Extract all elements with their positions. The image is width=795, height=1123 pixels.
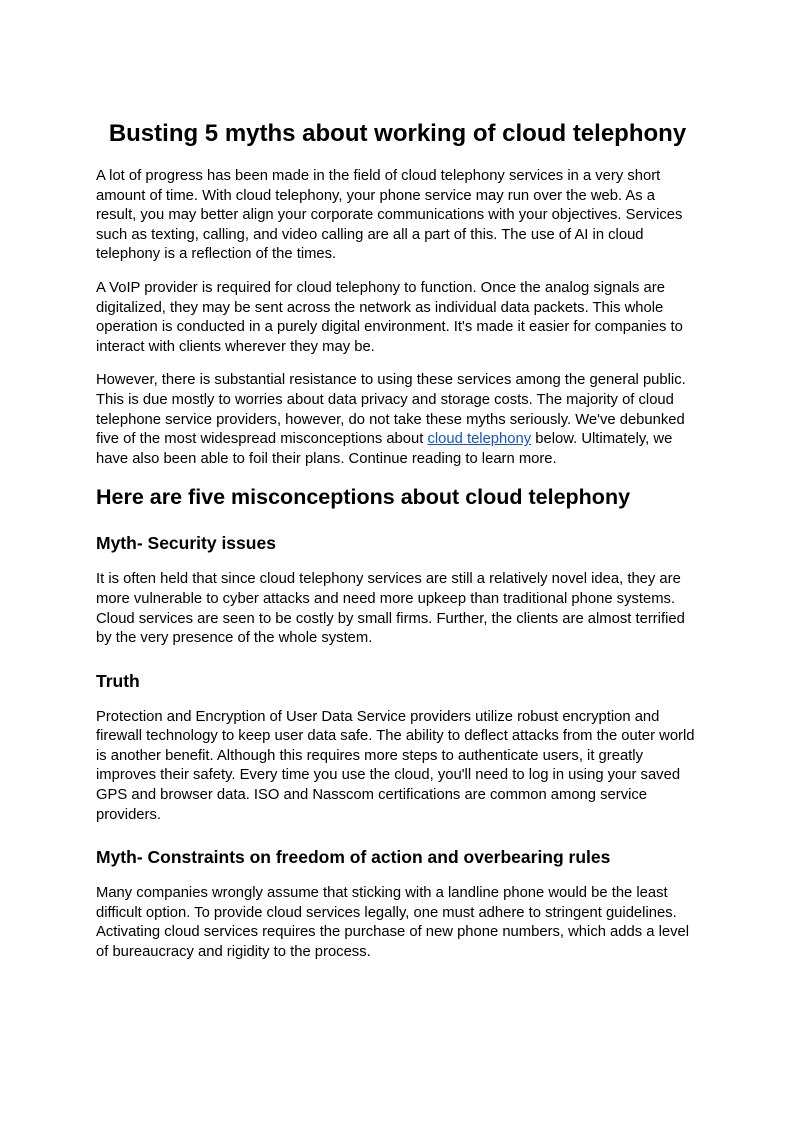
intro-paragraph-3-text-after: below. Ultimately, we have also been able to foil their plans. Continue reading to learn more.: [96, 431, 673, 467]
subsection-heading-myth-security: Myth- Security issues: [96, 533, 276, 554]
document-title: Busting 5 myths about working of cloud telephony: [108, 120, 687, 147]
cloud-telephony-link[interactable]: cloud telephony: [427, 431, 532, 448]
section-paragraph-truth: Protection and Encryption of User Data Service providers utilize robust encryption and firewall technology to keep user data safe. The ability to deflect attacks from the outer world is another benefit. Although this requires more steps to authenticate users, it greatly improves their safety. Every time you use the cloud, you'll need to log in using your saved GPS and browser data. ISO and Nasscom certifications are common among service providers.: [96, 708, 695, 823]
subsection-heading-myth-constraints: Myth- Constraints on freedom of action and overbearing rules: [96, 847, 611, 868]
intro-paragraph-2: A VoIP provider is required for cloud telephony to function. Once the analog signals are digitalized, they may be sent across the network as individual data packets. This whole operation is conducted in a purely digital environment. It's made it easier for companies to interact with clients wherever they may be.: [96, 279, 683, 355]
section-paragraph-myth-constraints: Many companies wrongly assume that sticking with a landline phone would be the least difficult option. To provide cloud services legally, one must adhere to stringent guidelines. Activating cloud services requires the purchase of new phone numbers, which adds a level of bureaucracy and rigidity to the process.: [96, 885, 690, 961]
section-paragraph-myth-security: It is often held that since cloud telephony services are still a relatively novel idea, they are more vulnerable to cyber attacks and need more upkeep than traditional phone systems. Cloud services are seen to be costly by small firms. Further, the clients are almost terrified by the very presence of the whole system.: [96, 571, 685, 647]
intro-paragraph-3-text-before: However, there is substantial resistance to using these services among the general public. This is due mostly to worries about data privacy and storage costs. The majority of cloud telephone service providers, however, do not take these myths seriously. We've debunked five of the most widespread misconceptions about: [96, 372, 686, 448]
main-section-heading: Here are five misconceptions about cloud telephony: [96, 485, 631, 510]
intro-paragraph-3: [96, 371, 699, 469]
subsection-heading-truth: Truth: [96, 670, 140, 691]
intro-paragraph-1: A lot of progress has been made in the field of cloud telephony services in a very short amount of time. With cloud telephony, your phone service may run over the web. As a result, you may better align your corporate communications with your objectives. Services such as texting, calling, and video calling are all a part of this. The use of AI in cloud telephony is a reflection of the times.: [96, 168, 683, 263]
